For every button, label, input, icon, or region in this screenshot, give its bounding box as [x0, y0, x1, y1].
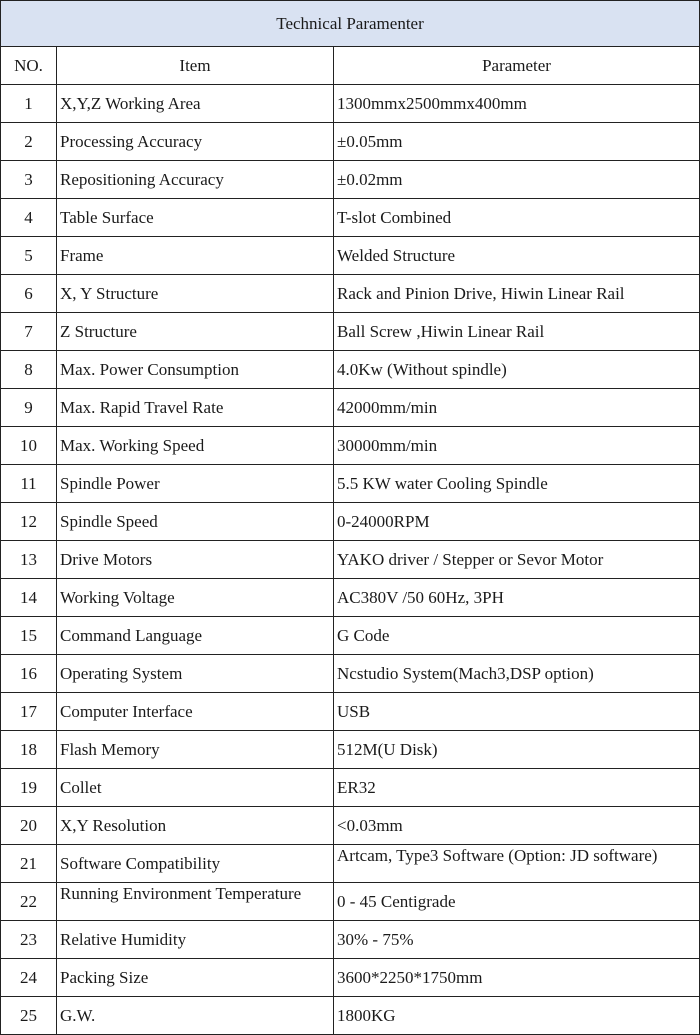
row-number: 3 — [1, 161, 57, 199]
row-number: 7 — [1, 313, 57, 351]
row-number: 12 — [1, 503, 57, 541]
row-parameter: Ball Screw ,Hiwin Linear Rail — [334, 313, 700, 351]
row-parameter: ER32 — [334, 769, 700, 807]
row-number: 18 — [1, 731, 57, 769]
table-row — [1, 997, 700, 1035]
row-item: Repositioning Accuracy — [57, 161, 334, 199]
table-row — [1, 731, 700, 769]
row-item: Z Structure — [57, 313, 334, 351]
row-parameter: G Code — [334, 617, 700, 655]
table-row — [1, 541, 700, 579]
row-item: Max. Power Consumption — [57, 351, 334, 389]
table-row — [1, 807, 700, 845]
row-item: G.W. — [57, 997, 334, 1035]
row-number: 4 — [1, 199, 57, 237]
row-parameter: 1300mmx2500mmx400mm — [334, 85, 700, 123]
table-row — [1, 503, 700, 541]
row-parameter: ±0.02mm — [334, 161, 700, 199]
table-body — [1, 85, 700, 1035]
row-item — [57, 883, 334, 921]
row-parameter: T-slot Combined — [334, 199, 700, 237]
table-row — [1, 427, 700, 465]
row-item: Flash Memory — [57, 731, 334, 769]
row-parameter — [334, 845, 700, 883]
column-header-no: NO. — [1, 47, 57, 85]
table-row — [1, 883, 700, 921]
row-parameter: 30000mm/min — [334, 427, 700, 465]
table-row — [1, 693, 700, 731]
row-number: 24 — [1, 959, 57, 997]
row-number: 16 — [1, 655, 57, 693]
table-row — [1, 579, 700, 617]
row-number: 5 — [1, 237, 57, 275]
table-row — [1, 123, 700, 161]
row-parameter: 42000mm/min — [334, 389, 700, 427]
row-parameter: Ncstudio System(Mach3,DSP option) — [334, 655, 700, 693]
row-number: 15 — [1, 617, 57, 655]
row-parameter: 4.0Kw (Without spindle) — [334, 351, 700, 389]
row-item: X,Y Resolution — [57, 807, 334, 845]
row-parameter: USB — [334, 693, 700, 731]
row-parameter: 0-24000RPM — [334, 503, 700, 541]
table-row — [1, 921, 700, 959]
row-parameter: 5.5 KW water Cooling Spindle — [334, 465, 700, 503]
table-row — [1, 655, 700, 693]
row-number: 14 — [1, 579, 57, 617]
row-parameter: 30% - 75% — [334, 921, 700, 959]
column-header-item: Item — [57, 47, 334, 85]
row-parameter-text: Artcam, Type3 Software (Option: JD software) — [337, 846, 658, 865]
row-item: Packing Size — [57, 959, 334, 997]
table-row — [1, 845, 700, 883]
row-item: Max. Working Speed — [57, 427, 334, 465]
row-item: Relative Humidity — [57, 921, 334, 959]
row-item: Max. Rapid Travel Rate — [57, 389, 334, 427]
row-item: Collet — [57, 769, 334, 807]
table-row — [1, 769, 700, 807]
row-item: Software Compatibility — [57, 845, 334, 883]
row-item: Table Surface — [57, 199, 334, 237]
row-number: 25 — [1, 997, 57, 1035]
row-item: Spindle Power — [57, 465, 334, 503]
table-header-row — [1, 47, 700, 85]
row-parameter: Welded Structure — [334, 237, 700, 275]
row-number: 22 — [1, 883, 57, 921]
table-row — [1, 617, 700, 655]
row-number: 9 — [1, 389, 57, 427]
row-item: Operating System — [57, 655, 334, 693]
row-item: Drive Motors — [57, 541, 334, 579]
row-parameter: 3600*2250*1750mm — [334, 959, 700, 997]
row-parameter: 512M(U Disk) — [334, 731, 700, 769]
row-number: 8 — [1, 351, 57, 389]
table-row — [1, 351, 700, 389]
row-item: Command Language — [57, 617, 334, 655]
row-parameter: <0.03mm — [334, 807, 700, 845]
row-number: 21 — [1, 845, 57, 883]
row-parameter: 1800KG — [334, 997, 700, 1035]
row-parameter: 0 - 45 Centigrade — [334, 883, 700, 921]
row-number: 6 — [1, 275, 57, 313]
row-number: 17 — [1, 693, 57, 731]
table-row — [1, 389, 700, 427]
row-number: 11 — [1, 465, 57, 503]
table-row — [1, 199, 700, 237]
row-number: 1 — [1, 85, 57, 123]
row-item: X, Y Structure — [57, 275, 334, 313]
row-number: 23 — [1, 921, 57, 959]
row-parameter: YAKO driver / Stepper or Sevor Motor — [334, 541, 700, 579]
row-number: 20 — [1, 807, 57, 845]
row-number: 13 — [1, 541, 57, 579]
row-parameter: Rack and Pinion Drive, Hiwin Linear Rail — [334, 275, 700, 313]
table-row — [1, 161, 700, 199]
row-item: Spindle Speed — [57, 503, 334, 541]
row-parameter: AC380V /50 60Hz, 3PH — [334, 579, 700, 617]
table-row — [1, 959, 700, 997]
row-item: X,Y,Z Working Area — [57, 85, 334, 123]
table-row — [1, 237, 700, 275]
column-header-parameter: Parameter — [334, 47, 700, 85]
row-item: Computer Interface — [57, 693, 334, 731]
row-item-text: Running Environment Temperature — [60, 884, 302, 903]
table-row — [1, 465, 700, 503]
table-title: Technical Paramenter — [1, 1, 700, 47]
table-row — [1, 85, 700, 123]
row-number: 2 — [1, 123, 57, 161]
row-item: Frame — [57, 237, 334, 275]
table-row — [1, 275, 700, 313]
table-row — [1, 313, 700, 351]
row-item: Working Voltage — [57, 579, 334, 617]
row-number: 19 — [1, 769, 57, 807]
row-number: 10 — [1, 427, 57, 465]
row-item: Processing Accuracy — [57, 123, 334, 161]
table-title-row — [1, 1, 700, 47]
row-parameter: ±0.05mm — [334, 123, 700, 161]
